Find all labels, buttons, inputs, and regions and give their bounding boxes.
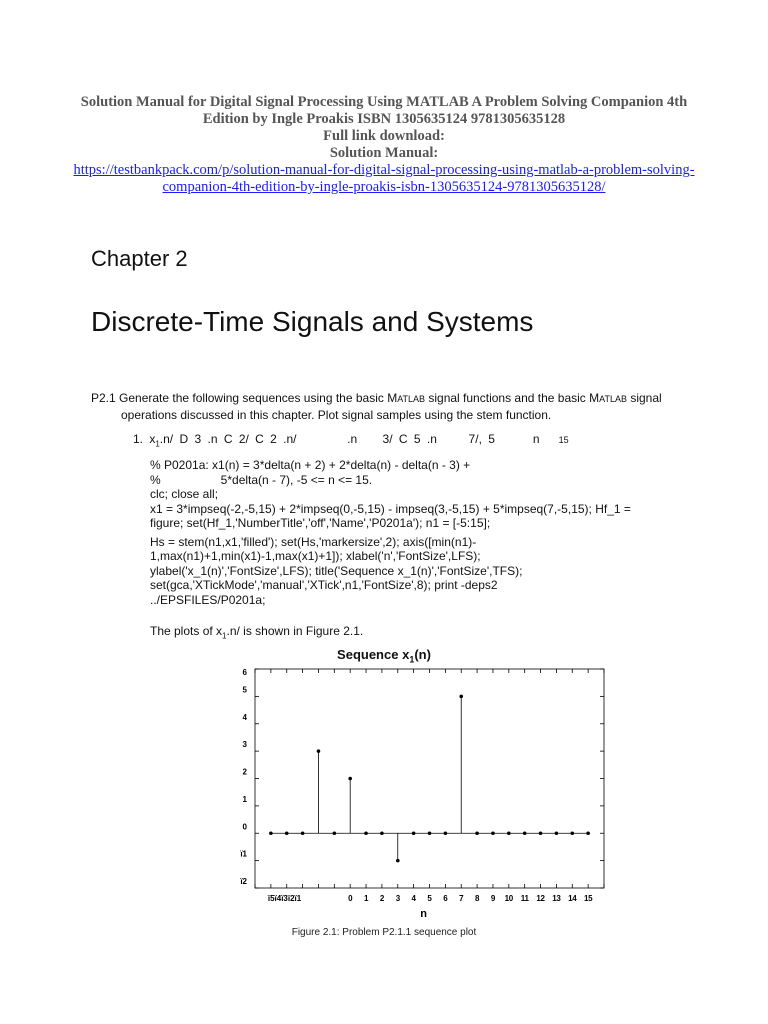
header-line-2: Edition by Ingle Proakis ISBN 1305635124 9781305635128 (202, 111, 566, 127)
plots-note-subscript: 1 (222, 631, 227, 641)
problem-text-2: signal functions and the basic M (425, 391, 600, 405)
stem-marker (459, 695, 463, 699)
item-subscript: 1 (155, 439, 160, 449)
y-tick-label: 4 (242, 712, 247, 722)
x-tick-label: 8 (475, 894, 480, 903)
x-tick-label: 2 (379, 894, 384, 903)
x-tick-label: 5 (427, 894, 432, 903)
x-axis-label: n (420, 908, 427, 920)
matlab-smallcaps-1: ATLAB (397, 394, 426, 404)
x-tick-label: 10 (504, 894, 513, 903)
download-link-line-1[interactable]: https://testbankpack.com/p/solution-manual-for-digital-signal-processing-using-matlab-a-problem-solving- (73, 162, 695, 178)
y-tick-label: 1 (242, 794, 247, 804)
item-expression: .n/ D 3 .n C 2/ C 2 .n/ .n 3/ C 5 .n 7/, 5 n (159, 432, 559, 446)
item-prefix: 1. x (133, 432, 156, 446)
x-tick-label: 15 (583, 894, 593, 903)
x-tick-label: 7 (459, 894, 464, 903)
chart-title-text: Sequence x (337, 647, 410, 662)
plots-note-text: The plots of x (150, 624, 223, 638)
y-tick-label: 0 (242, 822, 247, 832)
code-line: figure; set(Hf_1,'NumberTitle','off','Name','P0201a'); n1 = [-5:15]; (150, 516, 491, 530)
x-tick-label: 6 (443, 894, 448, 903)
y-tick-label: ï2 (240, 877, 247, 886)
chapter-title: Discrete-Time Signals and Systems (91, 306, 534, 337)
x-tick-label: 12 (536, 894, 545, 903)
x-tick-label: 3 (395, 894, 400, 903)
x-tick-label: 9 (490, 894, 496, 903)
y-tick-label: ï1 (240, 849, 247, 859)
y-tick-label: 3 (242, 740, 247, 750)
download-link-line-2[interactable]: companion-4th-edition-by-ingle-proakis-isbn-1305635124-9781305635128/ (162, 179, 606, 195)
header-line-4: Solution Manual: (329, 145, 439, 161)
problem-text-3: signal operations discussed in this chapter. Plot signal samples using the stem function. (121, 391, 662, 422)
x-tick-label: 0 (348, 894, 353, 903)
y-tick-label: 2 (242, 767, 247, 777)
x-tick-label-negatives: ï5ï4ï3ï2ï1 (267, 894, 302, 903)
code-line: 1,max(n1)+1,min(x1)-1,max(x1)+1]); xlabel('n','FontSize',LFS); (150, 549, 481, 563)
code-line: x1 = 3*impseq(-2,-5,15) + 2*impseq(0,-5,15) - impseq(3,-5,15) + 5*impseq(7,-5,15); Hf_1 = (150, 501, 631, 516)
code-line: % 5*delta(n - 7), -5 <= n <= 15. (150, 472, 373, 487)
figure-caption: Figure 2.1: Problem P2.1.1 sequence plot (291, 927, 477, 938)
x-tick-label: 13 (552, 894, 561, 903)
chapter-heading: Chapter 2 (91, 246, 188, 271)
problem-text-1: P2.1 Generate the following sequences using the basic M (91, 391, 398, 405)
stem-marker (348, 777, 352, 781)
stem-marker (317, 749, 321, 753)
header-line-1: Solution Manual for Digital Signal Processing Using MATLAB A Problem Solving Companion 4th (80, 94, 688, 110)
chart-title-suffix: (n) (414, 647, 431, 662)
code-line: set(gca,'XTickMode','manual','XTick',n1,'FontSize',8); print -deps2 (150, 578, 498, 592)
plots-note-text-end: .n/ is shown in Figure 2.1. (226, 624, 364, 638)
matlab-smallcaps-2: ATLAB (599, 394, 627, 404)
x-tick-label: 11 (520, 894, 529, 903)
y-tick-label: 6 (242, 668, 247, 677)
code-line: ../EPSFILES/P0201a; (150, 592, 266, 607)
stem-marker (396, 859, 400, 863)
chart-title-subscript: 1 (409, 654, 415, 665)
code-line: Hs = stem(n1,x1,'filled'); set(Hs,'markersize',2); axis([min(n1)- (150, 534, 477, 549)
x-tick-label: 4 (411, 894, 416, 903)
x-tick-label: 14 (568, 894, 577, 903)
code-line: % P0201a: x1(n) = 3*delta(n + 2) + 2*delta(n) - delta(n - 3) + (150, 458, 471, 472)
code-line: ylabel('x_1(n)','FontSize',LFS); title('Sequence x_1(n)','FontSize',TFS); (150, 563, 523, 578)
code-line: clc; close all; (150, 487, 219, 501)
header-line-3: Full link download: (323, 128, 445, 144)
x-tick-label: 1 (363, 894, 369, 903)
y-tick-label: 5 (242, 685, 247, 695)
item-upper-bound: 15 (558, 435, 569, 445)
plot-frame (255, 669, 604, 888)
